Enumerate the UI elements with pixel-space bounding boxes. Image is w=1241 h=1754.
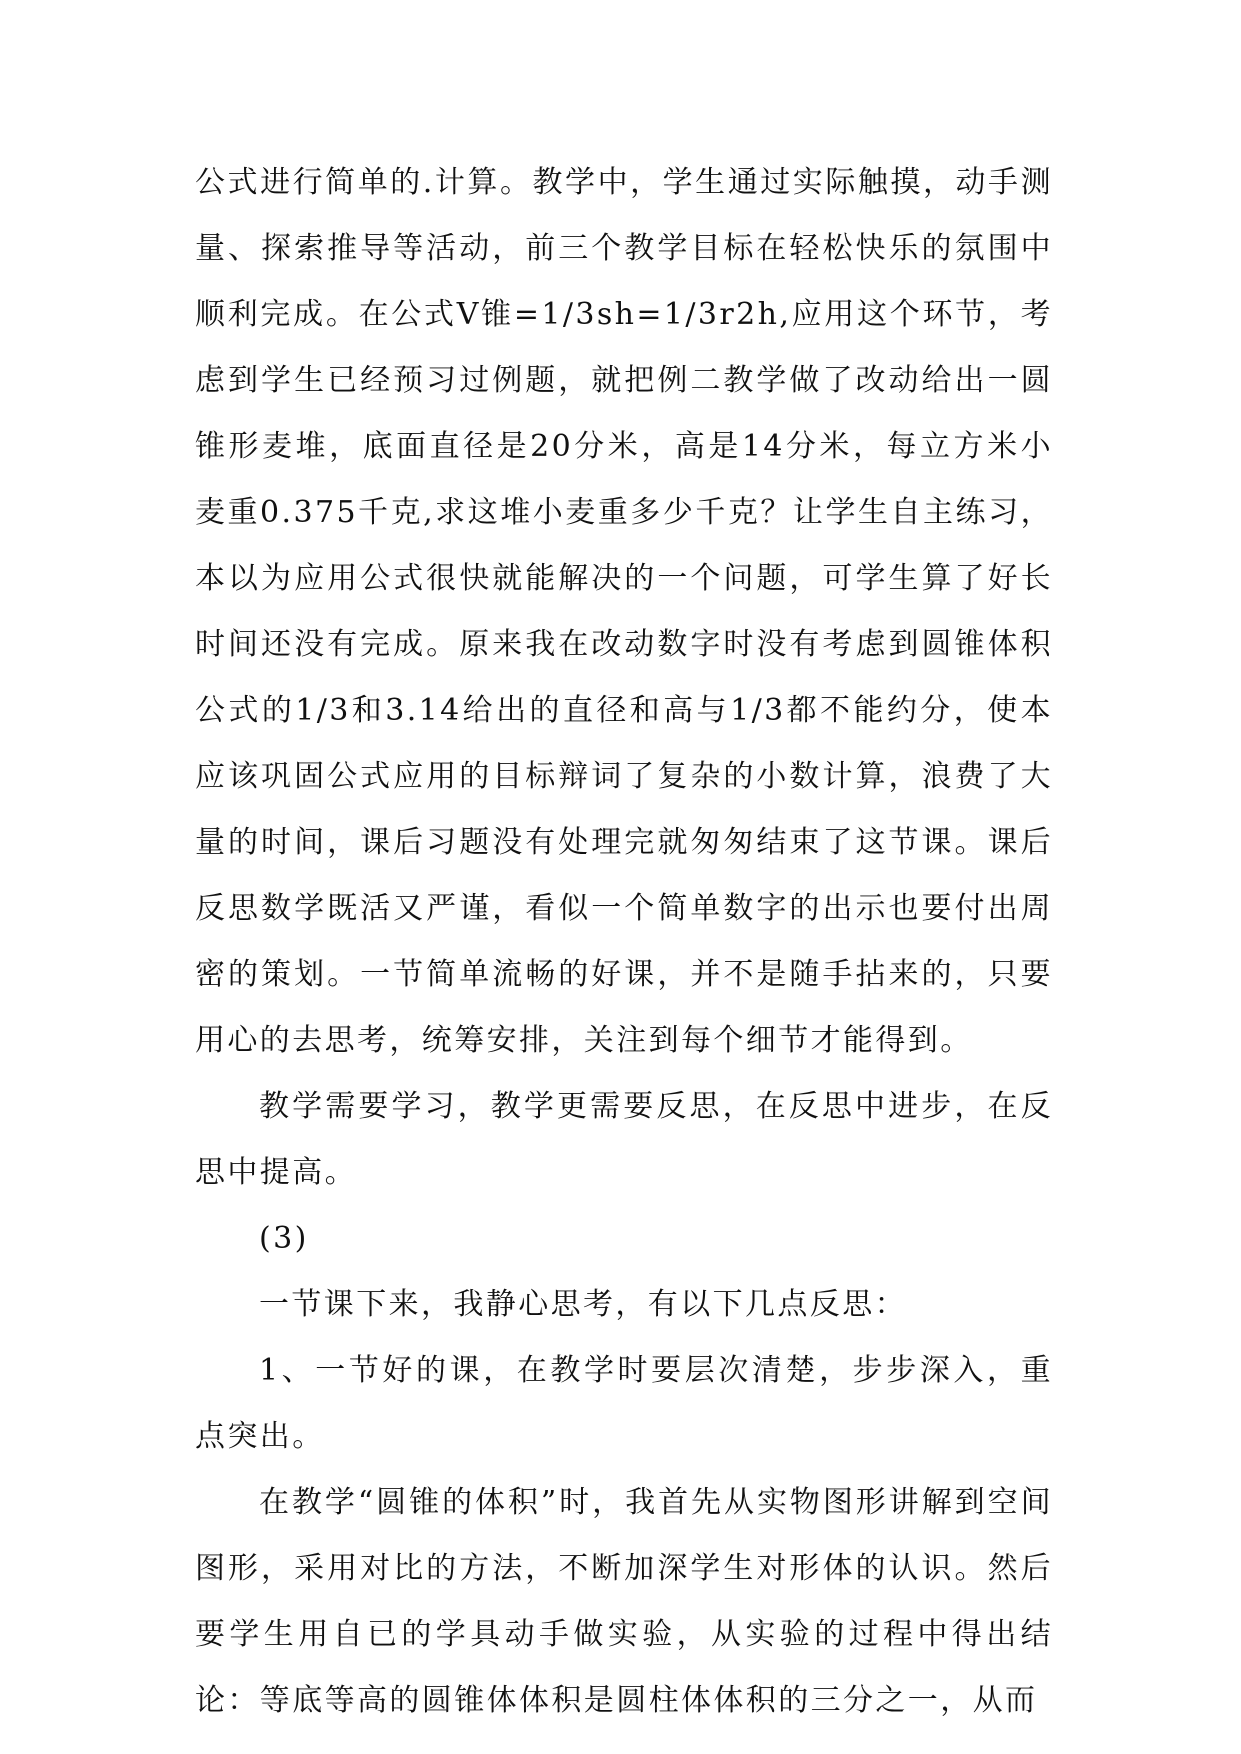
paragraph-cone-volume-teaching: 在教学“圆锥的体积”时，我首先从实物图形讲解到空间图形，采用对比的方法，不断加深学生对形体的认识。然后要学生用自已的学具动手做实验，从实验的过程中得出结论：等底等高的圆锥体体积是圆柱体体积的三分之一，从而 <box>195 1485 1053 1718</box>
document-body <box>195 150 1053 1734</box>
section-number: (3) <box>259 1221 309 1256</box>
paragraph-formula-calculation: 公式进行简单的.计算。教学中，学生通过实际触摸，动手测量、探索推导等活动，前三个教学目标在轻松快乐的氛围中顺利完成。在公式V锥=1/3sh=1/3r2h,应用这个环节，考虑到学生已经预习过例题，就把例二教学做了改动给出一圆锥形麦堆，底面直径是20分米，高是14分米，每立方米小麦重0.375千克,求这堆小麦重多少千克？让学生自主练习，本以为应用公式很快就能解决的一个问题，可学生算了好长时间还没有完成。原来我在改动数字时没有考虑到圆锥体积公式的1/3和3.14给出的直径和高与1/3都不能约分，使本应该巩固公式应用的目标辩词了复杂的小数计算，浪费了大量的时间，课后习题没有处理完就匆匆结束了这节课。课后反思数学既活又严谨，看似一个简单数字的出示也要付出周密的策划。一节简单流畅的好课，并不是随手拈来的，只要用心的去思考，统筹安排，关注到每个细节才能得到。 <box>195 165 1053 1058</box>
paragraph-reflection-summary: 教学需要学习，教学更需要反思，在反思中进步，在反思中提高。 <box>195 1089 1053 1190</box>
paragraph-reflection-intro: 一节课下来，我静心思考，有以下几点反思： <box>259 1287 907 1322</box>
paragraph-point-one: 1、一节好的课，在教学时要层次清楚，步步深入，重点突出。 <box>195 1353 1053 1454</box>
